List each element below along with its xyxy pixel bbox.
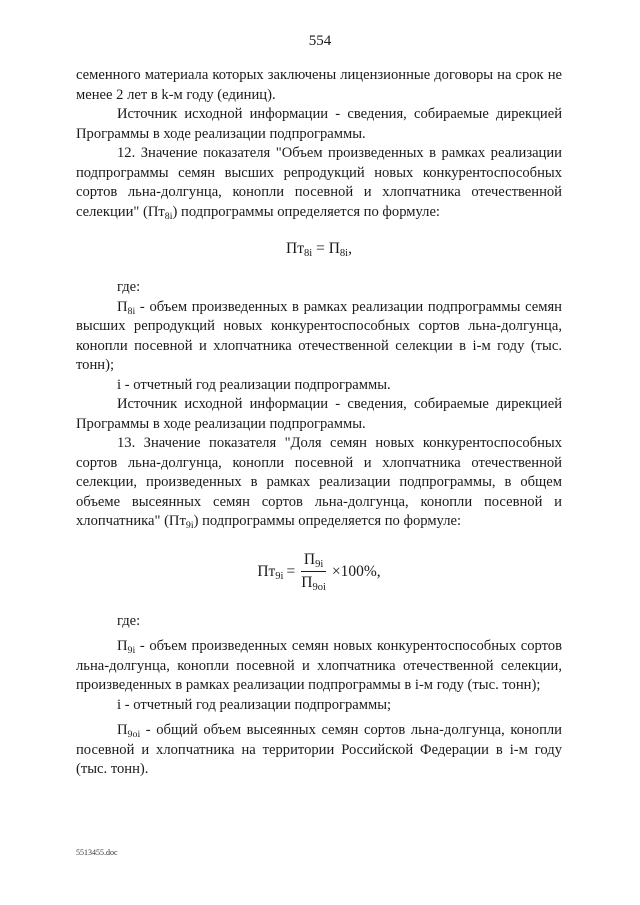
formula-2-num-sub: 9i xyxy=(315,559,324,571)
formula-1-tail: , xyxy=(348,240,352,257)
indicator-13-tail: ) подпрограммы определяется по формуле: xyxy=(193,513,462,529)
formula-2-num-symbol: П xyxy=(303,551,316,568)
definition-p8i-symbol: П xyxy=(117,298,128,315)
indicator-12-tail: ) подпрограммы определяется по формуле: xyxy=(172,203,440,220)
paragraph-continuation: семенного материала которых заключены лицензионные договоры на срок не менее 2 лет в k-м году (единиц). xyxy=(76,67,562,103)
paragraph-indicator-13 xyxy=(76,434,562,532)
formula-2-fraction xyxy=(298,551,329,592)
indicator-12-text: 12. Значение показателя "Объем произведенных в рамках реализации подпрограммы семян высших репродукций новых конкурентоспособных сортов льна-долгунца, конопли посевной и хлопчатника отечественной селекции" (Пт xyxy=(76,145,562,220)
document-body xyxy=(76,66,562,780)
formula-2-lhs-symbol: Пт xyxy=(257,562,276,580)
formula-2 xyxy=(76,540,562,604)
formula-2-denominator xyxy=(298,572,329,592)
paragraph-source-1: Источник исходной информации - сведения, собираемые дирекцией Программы в ходе реализации подпрограммы. xyxy=(76,106,562,142)
definition-p9i-sub: 9i xyxy=(127,644,136,656)
indicator-12-subscript: 8i xyxy=(164,210,173,222)
formula-1-rhs: П xyxy=(328,240,340,257)
formula-2-lhs xyxy=(257,562,283,582)
where-label-1: где: xyxy=(117,279,141,295)
definition-i-2: i - отчетный год реализации подпрограммы; xyxy=(117,696,392,713)
where-label-2: где: xyxy=(117,612,141,629)
indicator-13-subscript: 9i xyxy=(185,519,194,531)
paragraph-indicator-12 xyxy=(76,144,562,222)
formula-2-multiplier: ×100%, xyxy=(331,562,381,580)
definition-i-1: i - отчетный год реализации подпрограммы. xyxy=(117,376,391,393)
definition-p9oi-sub: 9oi xyxy=(127,728,141,740)
formula-2-numerator xyxy=(301,551,326,572)
footer-filename: 5513455.doc xyxy=(76,848,118,857)
definition-p9i-text: - объем произведенных семян новых конкурентоспособных сортов льна-долгунца, конопли посевной и хлопчатника отечественной селекции, произведенных в рамках реализации подпрограммы в i-м году (тыс. тонн); xyxy=(76,638,562,693)
formula-2-den-symbol: П xyxy=(301,574,313,591)
definition-p9i xyxy=(76,637,562,696)
definition-p9oi-text: - общий объем высеянных семян сортов льна-долгунца, конопли посевной и хлопчатника на территории Российской Федерации в i-м году (тыс. тонн). xyxy=(76,722,562,777)
formula-2-den-sub: 9oi xyxy=(312,582,326,594)
formula-1-lhs: Пт xyxy=(286,240,304,257)
formula-1-lhs-sub: 8i xyxy=(303,248,313,260)
formula-1 xyxy=(76,234,562,264)
definition-p9i-symbol: П xyxy=(117,638,128,654)
page-number: 554 xyxy=(308,33,332,49)
indicator-13-text: 13. Значение показателя "Доля семян новых конкурентоспособных сортов льна-долгунца, конопли посевной и хлопчатника отечественной селекции, произведенных в рамках реализации подпрограммы, в общем объеме высеянных семян сортов льна-долгунца, конопли посевной и хлопчатника" (Пт xyxy=(76,435,562,529)
definition-p8i xyxy=(76,298,562,376)
definition-p8i-text: - объем произведенных в рамках реализации подпрограммы семян высших репродукций новых конкурентоспособных сортов льна-долгунца, конопли посевной и хлопчатника отечественной селекции в i-м году (тыс. тонн); xyxy=(76,298,562,373)
formula-2-lhs-sub: 9i xyxy=(275,570,284,582)
formula-1-rhs-sub: 8i xyxy=(339,248,349,260)
definition-p9oi-symbol: П xyxy=(117,722,128,738)
definition-p8i-sub: 8i xyxy=(127,305,136,317)
formula-1-equals: = xyxy=(312,240,329,257)
paragraph-source-2: Источник исходной информации - сведения, собираемые дирекцией Программы в ходе реализации подпрограммы. xyxy=(76,396,562,432)
definition-p9oi xyxy=(76,721,562,780)
formula-2-equals: = xyxy=(286,562,296,580)
